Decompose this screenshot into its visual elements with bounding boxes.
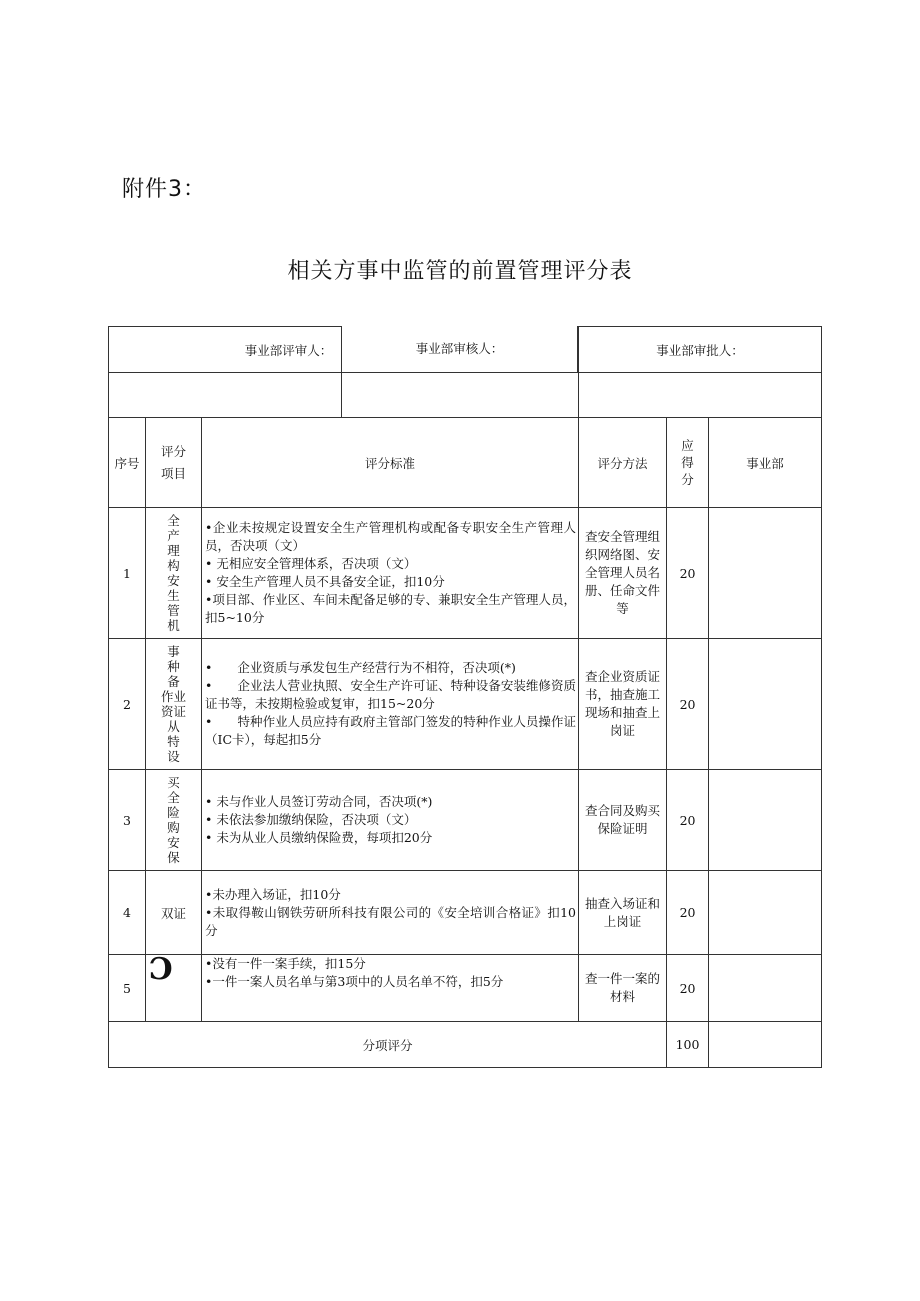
- row-no: 2: [109, 639, 146, 770]
- header-score-2: 得: [681, 455, 694, 470]
- item-char: 生: [167, 588, 180, 603]
- row-dept-cell: [709, 639, 822, 770]
- row-item: [146, 639, 202, 770]
- attachment-label: 附件3：: [122, 177, 206, 202]
- row-score: 20: [667, 871, 709, 955]
- row-method: 查企业资质证书，抽查施工现场和抽查上岗证: [579, 639, 667, 770]
- item-char: 作业: [160, 689, 186, 704]
- item-char: 全: [167, 513, 180, 528]
- item-char: 机: [167, 618, 180, 633]
- item-char: 险: [167, 805, 180, 820]
- criteria-line: •未办理入场证，扣10分: [205, 886, 341, 902]
- approver-signature-cell: [579, 373, 822, 418]
- row-score: 20: [667, 955, 709, 1022]
- item-char: 理: [167, 543, 180, 558]
- row-method: 查安全管理组织网络图、安全管理人员名册、任命文件等: [579, 508, 667, 639]
- row-method: 查合同及购买保险证明: [579, 770, 667, 871]
- item-char: 全: [167, 790, 180, 805]
- item-char: 安: [167, 573, 180, 588]
- table-row: [109, 508, 822, 639]
- row-score: 20: [667, 639, 709, 770]
- item-char: 种: [167, 659, 180, 674]
- row-dept-cell: [709, 871, 822, 955]
- criteria-line: • 企业资质与承发包生产经营行为不相符，否决项(*): [205, 660, 516, 675]
- checker-label: 事业部审核人：: [341, 326, 578, 372]
- checker-signature-cell: [341, 373, 342, 418]
- header-method: 评分方法: [579, 418, 667, 508]
- table-row: [109, 955, 822, 1022]
- row-dept-cell: [709, 508, 822, 639]
- row-criteria: [202, 955, 579, 1022]
- criteria-line: • 企业法人营业执照、安全生产许可证、特种设备安装维修资质证书等，未按期检验或复审，扣15~20分: [205, 678, 577, 711]
- reviewer-label: 事业部评审人：: [109, 327, 579, 373]
- item-char: 买: [167, 775, 180, 790]
- criteria-line: •未取得鞍山钢铁劳研所科技有限公司的《安全培训合格证》扣10分: [205, 904, 577, 938]
- header-score-3: 分: [681, 472, 694, 487]
- criteria-line: • 无相应安全管理体系，否决项（文）: [205, 556, 417, 571]
- item-char: 产: [167, 528, 180, 543]
- item-char: 从: [167, 719, 180, 734]
- criteria-line: • 未依法参加缴纳保险，否决项（文）: [205, 812, 417, 827]
- criteria-line: •没有一件一案手续，扣15分: [205, 956, 366, 971]
- item-char: 管: [167, 603, 180, 618]
- criteria-line: •一件一案人员名单与第3项中的人员名单不符，扣5分: [205, 974, 504, 989]
- curl-mark: Ɔ: [149, 952, 173, 987]
- scoring-table: [108, 326, 822, 1068]
- item-char: 资证: [160, 704, 186, 719]
- criteria-line: •项目部、作业区、车间未配备足够的专、兼职安全生产管理人员，扣5~10分: [205, 592, 577, 625]
- header-item-line1: 评分: [160, 443, 186, 459]
- table-row: [109, 770, 822, 871]
- item-char: 设: [167, 749, 180, 764]
- criteria-line: • 未与作业人员签订劳动合同，否决项(*): [205, 794, 433, 809]
- criteria-line: •企业未按规定设置安全生产管理机构或配备专职安全生产管理人员，否决项（文）: [205, 520, 577, 553]
- row-no: 1: [109, 508, 146, 639]
- row-no: 5: [109, 955, 146, 1022]
- header-dept: 事业部: [709, 418, 822, 508]
- row-criteria: [202, 871, 579, 955]
- total-row: [109, 1022, 822, 1068]
- row-item: 双证: [146, 871, 202, 955]
- table-row: [109, 639, 822, 770]
- header-criteria: 评分标准: [202, 418, 579, 508]
- document-title: 相关方事中监管的前置管理评分表: [287, 259, 633, 284]
- header-row: [109, 418, 822, 508]
- total-dept-cell: [709, 1022, 822, 1068]
- header-item: [146, 418, 202, 508]
- table-row: [109, 871, 822, 955]
- header-score: [667, 418, 709, 508]
- row-item: [146, 770, 202, 871]
- row-criteria: [202, 639, 579, 770]
- item-char: 备: [167, 674, 180, 689]
- row-score: 20: [667, 508, 709, 639]
- row-item: [146, 508, 202, 639]
- total-score: 100: [667, 1022, 709, 1068]
- criteria-line: • 安全生产管理人员不具备安全证，扣10分: [205, 574, 445, 589]
- row-method: 抽查入场证和上岗证: [579, 871, 667, 955]
- approver-label: 事业部审批人：: [579, 327, 822, 373]
- item-char: 购: [167, 820, 180, 835]
- row-dept-cell: [709, 770, 822, 871]
- total-label: 分项评分: [109, 1022, 667, 1068]
- row-item: [146, 952, 202, 1022]
- item-char: 保: [167, 850, 180, 865]
- header-no: 序号: [109, 418, 146, 508]
- signoff-blank-row: [109, 373, 822, 418]
- row-criteria: [202, 770, 579, 871]
- reviewer-signature-cell: [109, 373, 579, 418]
- item-char: 构: [167, 558, 180, 573]
- criteria-line: • 特种作业人员应持有政府主管部门签发的特种作业人员操作证（IC卡），每起扣5分: [205, 714, 577, 747]
- row-score: 20: [667, 770, 709, 871]
- row-method: 查一件一案的材料: [579, 955, 667, 1022]
- criteria-line: • 未为从业人员缴纳保险费，每项扣20分: [205, 830, 433, 845]
- row-no: 3: [109, 770, 146, 871]
- item-char: 事: [167, 644, 180, 659]
- item-char: 特: [167, 734, 180, 749]
- item-char: 安: [167, 835, 180, 850]
- header-score-1: 应: [681, 438, 694, 453]
- row-criteria: [202, 508, 579, 639]
- row-no: 4: [109, 871, 146, 955]
- row-dept-cell: [709, 955, 822, 1022]
- header-item-line2: 项目: [160, 465, 186, 481]
